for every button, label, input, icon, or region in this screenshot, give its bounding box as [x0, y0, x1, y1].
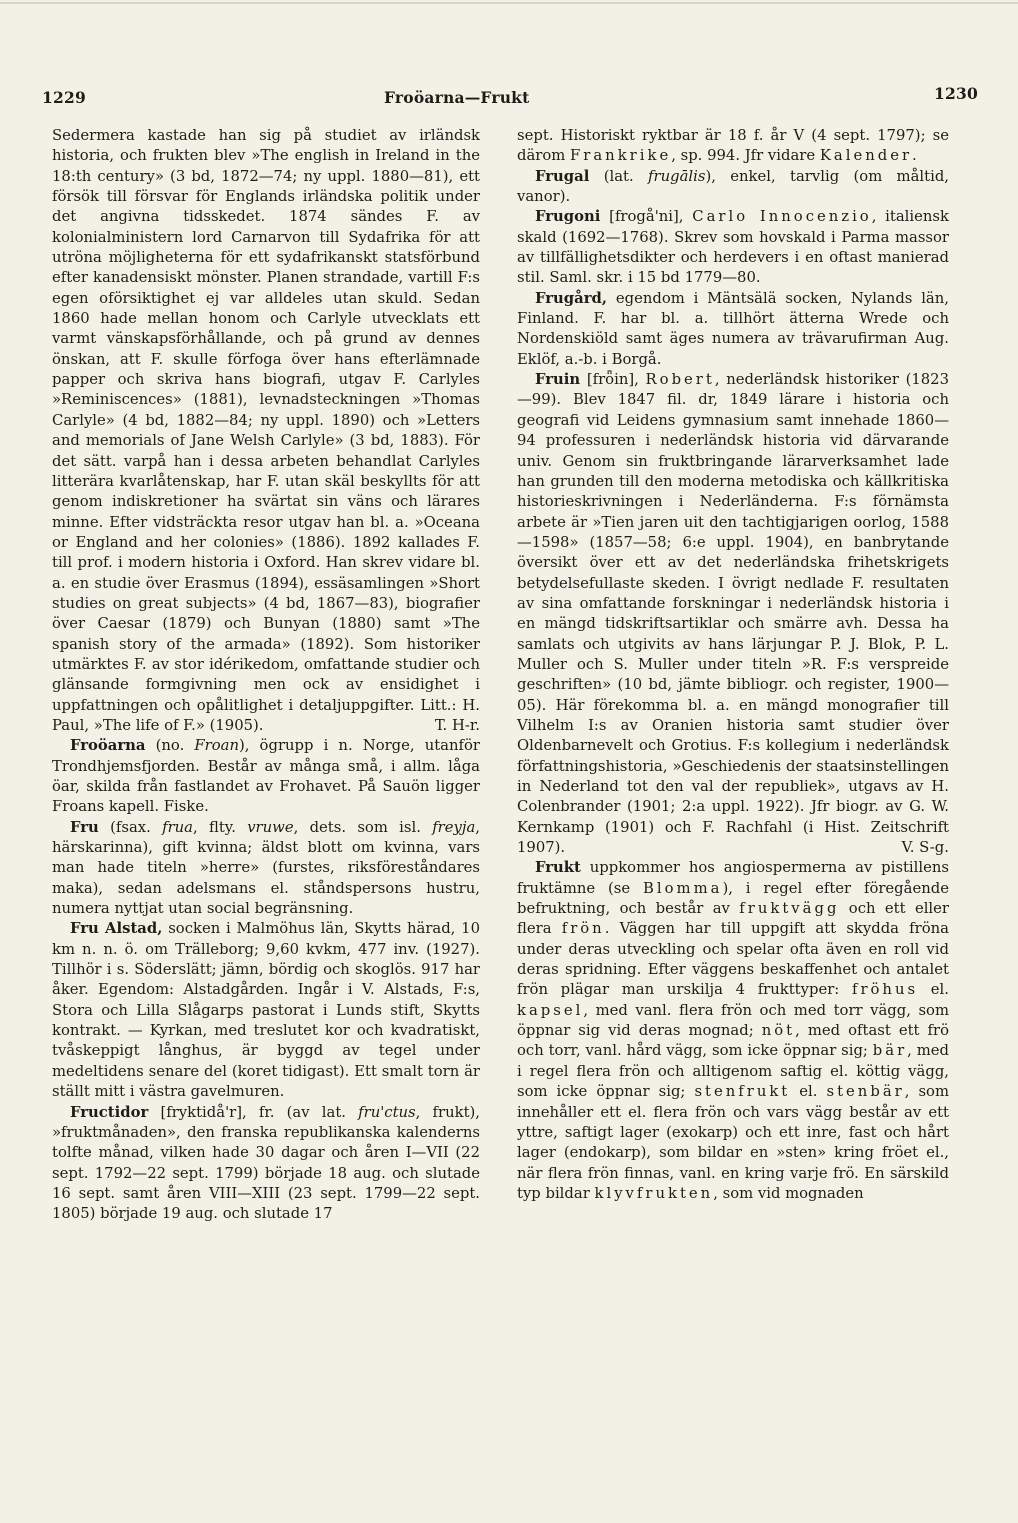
entry-headword: Froöarna: [70, 737, 146, 755]
entry-headword: Fru Alstad,: [70, 920, 163, 938]
entry-frugard: Frugård, egendom i Mäntsälä socken, Nylands län, Finland. F. har bl. a. tillhört ätterna Wrede och Nordenskiöld samt äges numera av trävarufirman Aug. Eklöf, a.-b. i Borgå.: [517, 289, 949, 368]
running-title: Froöarna—Frukt: [384, 88, 530, 107]
fraude-continuation: Sedermera kastade han sig på studiet av irländsk historia, och frukten blev »The english in Ireland in the 18:th century» (3 bd, 1872—74; ny uppl. 1880—81), ett försök till försvar för Englands irländska politik under det angivna tidsskedet. 1874 sändes F. av kolonialministern lord Carnarvon till Sydafrika för att utröna möjligheterna för ett sydafrikanskt statsförbund efter kanadensiskt mönster. Planen strandade, vartill F:s egen oförsiktighet ej var alldeles utan skuld. Sedan 1860 hade mellan honom och Carlyle utvecklats ett varmt vänskapsförhållande, och på grund av dennes önskan, att F. skulle förfoga över hans efterlämnade papper och skriva hans biografi, utgav F. Carlyles »Reminiscences» (1881), levnadsteckningen »Thomas Carlyle» (4 bd, 1882—84; ny uppl. 1890) och »Letters and memorials of Jane Welsh Carlyle» (3 bd, 1883). För det sätt. varpå han i dessa arbeten behandlat Carlyles litterära kvarlåtenskap, har F. utan skäl beskyllts för att genom indiskretioner ha svärtat sin väns och lärares minne. Efter vidsträckta resor utgav han bl. a. »Oceana or England and her colonies» (1886). 1892 kallades F. till prof. i modern historia i Oxford. Han skrev vidare bl. a. en studie över Erasmus (1894), essäsamlingen »Short studies on great subjects» (4 bd, 1867—83), biografier över Caesar (1879) och Bunyan (1880) samt »The spanish story of the armada» (1892). Som historiker utmärktes F. av stor idérikedom, omfattande studier och glänsande formgivning men ock av ensidighet i uppfattningen och opålitlighet i detaljuppgifter. Litt.: H. Paul, »The life of F.» (1905). T. H-r.: [52, 126, 480, 736]
entry-frugal: Frugal (lat. frugālis), enkel, tarvlig (om måltid, vanor).: [517, 167, 949, 206]
page-number-left: 1229: [42, 88, 86, 107]
fructidor-continuation: sept. Historiskt ryktbar är 18 f. år V (4 sept. 1797); se därom Frankrike, sp. 994. Jfr vidare Kalender.: [517, 127, 949, 165]
author-signature: V. S-g.: [901, 839, 949, 857]
entry-headword: Frukt: [535, 859, 581, 877]
left-column: [52, 126, 480, 1225]
entry-headword: Fruin: [535, 371, 581, 389]
entry-headword: Fructidor: [70, 1103, 149, 1121]
entry-froarna: Froöarna (no. Froan), ögrupp i n. Norge, utanför Trondhjemsfjorden. Består av många små, i allm. låga öar, skilda från fastlandet av Frohavet. På Sauön ligger Froans kapell. Fiske.: [52, 737, 480, 816]
entry-headword: Fru: [70, 818, 99, 836]
author-signature: T. H-r.: [434, 716, 480, 734]
entry-fructidor: Fructidor [fryktidå'r], fr. (av lat. fru'ctus, frukt), »fruktmånaden», den franska republikanska kalenderns tolfte månad, vilken hade 30 dagar och åren I—VII (22 sept. 1792—22 sept. 1799) började 18 aug. och slutade 16 sept. samt åren VIII—XIII (23 sept. 1799—22 sept. 1805) började 19 aug. och slutade 17: [52, 1103, 480, 1223]
entry-headword: Frugal: [535, 167, 590, 185]
entry-headword: Frugoni: [535, 208, 601, 226]
entry-fru-alstad: Fru Alstad, socken i Malmöhus län, Skytts härad, 10 km n. n. ö. om Trälleborg; 9,60 kvkm, 477 inv. (1927). Tillhör i s. Söderslätt; jämn, bördig och skoglös. 917 har åker. Egendom: Alstadgården. Ingår i V. Alstads, F:s, Stora och Lilla Slågarps pastorat i Lunds stift, Skytts kontrakt. — Kyrkan, med treslutet kor och kvadratiskt, tvåskeppigt långhus, är byggd av tegel under medeltidens senare del (koret tidigast). Ett smalt torn är ställt mitt i västra gavelmuren.: [52, 920, 481, 1101]
entry-fru: Fru (fsax. frua, flty. vruwe, dets. som isl. freyja, härskarinna), gift kvinna; äldst blott om kvinna, vars man hade titeln »herre» (furstes, riksföreståndares maka), sedan adelsmans el. ståndspersons hustru, numera nyttjat utan social begränsning.: [52, 818, 480, 918]
entry-frukt: Frukt uppkommer hos angiospermerna av pistillens fruktämne (se Blomma), i regel efter föregående befruktning, och består av fruktvägg och ett eller flera frön. Väggen har till uppgift att skydda fröna under deras utveckling och spelar ofta även en roll vid deras spridning. Efter väggens beskaffenhet och antalet frön plägar man urskilja 4 frukttyper: fröhus el. kapsel, med vanl. flera frön och med torr vägg, som öppnar sig vid deras mognad; nöt, med oftast ett frö och torr, vanl. hård vägg, som icke öppnar sig; bär, med i regel flera frön och alltigenom saftig el. köttig vägg, som icke öppnar sig; stenfrukt el. stenbär, som innehåller ett el. flera frön och vars vägg består av ett yttre, saftigt lager (exokarp) och ett inre, fast och hårt lager (endokarp), som bildar en »sten» kring fröet el., när flera frön finnas, vanl. en kring varje frö. En särskild typ bildar klyvfrukten, som vid mognaden: [517, 859, 949, 1202]
entry-fruin: Fruin [frȫin], Robert, nederländsk historiker (1823—99). Blev 1847 fil. dr, 1849 lärare i historia och geografi vid Leidens gymnasium samt innehade 1860—94 professuren i nederländsk historia vid därvarande univ. Genom sin fruktbringande lärarverksamhet lade han grunden till den moderna metodiska och källkritiska historieskrivningen i Nederländerna. F:s förnämsta arbete är »Tien jaren uit den tachtigjarigen oorlog, 1588—1598» (1857—58; 6:e uppl. 1904), en banbrytande översikt över ett av det nederländska frihetskrigets betydelsefullaste skeden. I övrigt nedlade F. resultaten av sina omfattande forskningar i nederländsk historia i en mängd tidskriftsartiklar och smärre avh. Dessa ha samlats och utgivits av hans lärjungar P. J. Blok, P. L. Muller och S. Muller under titeln »R. F:s verspreide geschriften» (10 bd, jämte bibliogr. och register, 1900—05). Här förekomma bl. a. en mängd monografier till Vilhelm I:s av Oranien historia samt studier över Oldenbarnevelt och Grotius. F:s kollegium i nederländsk författningshistoria, »Geschiedenis der staatsinstellingen in Nederland tot den val der republiek», utgavs av H. Colenbrander (1901; 2:a uppl. 1922). Jfr biogr. av G. W. Kernkamp (1901) och F. Rachfahl (i Hist. Zeitschrift 1907). V. S-g.: [517, 370, 949, 858]
page-number-right: 1230: [934, 84, 978, 103]
page-edge-line: [0, 2, 1018, 4]
entry-headword: Frugård,: [535, 289, 608, 307]
entry-frugoni: Frugoni [frogå'ni], Carlo Innocenzio, italiensk skald (1692—1768). Skrev som hovskald i Parma massor av tillfällighetsdikter och herdevers i en oftast manierad stil. Saml. skr. i 15 bd 1779—80.: [517, 208, 949, 287]
right-column: [517, 126, 949, 1204]
